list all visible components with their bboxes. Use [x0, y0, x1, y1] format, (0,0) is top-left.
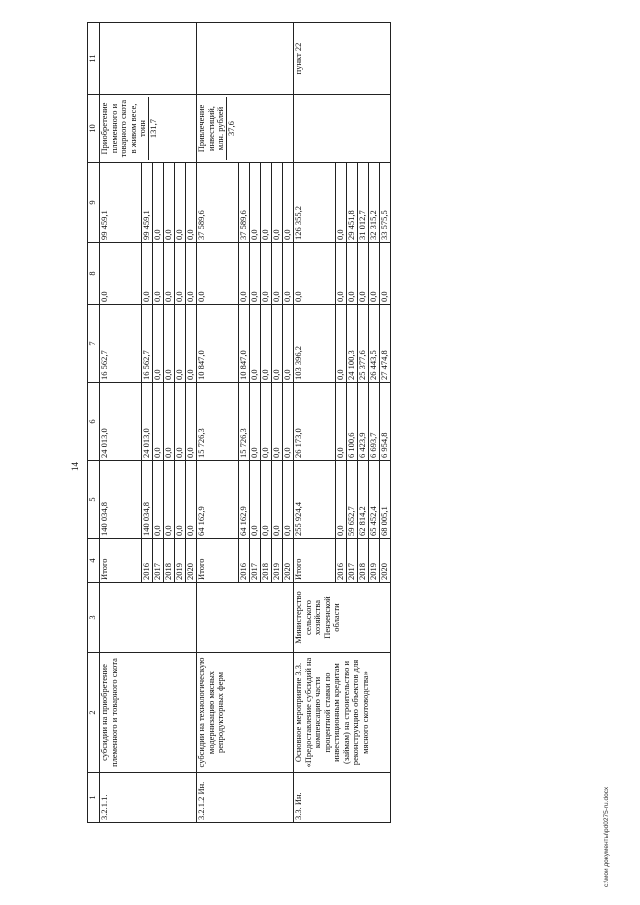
- regional-budget: 16 562,7: [100, 305, 142, 383]
- period-cell: Итого: [197, 539, 239, 583]
- local-budget: 0,0: [283, 243, 294, 305]
- total-amount: 0,0: [261, 461, 272, 539]
- total-amount: 140 034,8: [142, 461, 153, 539]
- total-amount: 59 652,7: [347, 461, 358, 539]
- item-code: 3.2.1.1.: [100, 773, 197, 823]
- extrabudget-funds: 0,0: [261, 163, 272, 243]
- federal-budget: 0,0: [336, 383, 347, 461]
- local-budget: 0,0: [272, 243, 283, 305]
- federal-budget: 0,0: [283, 383, 294, 461]
- local-budget: 0,0: [294, 243, 336, 305]
- federal-budget: 6 100,6: [347, 383, 358, 461]
- regional-budget: 16 562,7: [142, 305, 153, 383]
- federal-budget: 0,0: [272, 383, 283, 461]
- total-amount: 0,0: [272, 461, 283, 539]
- regional-budget: 0,0: [261, 305, 272, 383]
- period-cell: 2018: [261, 539, 272, 583]
- federal-budget: 0,0: [250, 383, 261, 461]
- total-amount: 0,0: [164, 461, 175, 539]
- total-amount: 0,0: [153, 461, 164, 539]
- indicator-name: Приобретение племенного и товарного скота в живом весе, тонн: [99, 99, 148, 158]
- regional-budget: 24 100,3: [347, 305, 358, 383]
- extrabudget-funds: 0,0: [283, 163, 294, 243]
- block-total-row: [294, 23, 336, 823]
- regional-budget: 0,0: [175, 305, 186, 383]
- extrabudget-funds: 0,0: [272, 163, 283, 243]
- local-budget: 0,0: [197, 243, 239, 305]
- federal-budget: 24 013,0: [100, 383, 142, 461]
- column-number: 8: [88, 243, 100, 305]
- regional-budget: 0,0: [186, 305, 197, 383]
- extrabudget-funds: 0,0: [250, 163, 261, 243]
- regional-budget: 0,0: [153, 305, 164, 383]
- regional-budget: 0,0: [272, 305, 283, 383]
- page-number: 14: [70, 462, 80, 471]
- extrabudget-funds: 0,0: [186, 163, 197, 243]
- column-number: 5: [88, 461, 100, 539]
- executor: Министерство сельского хозяйства Пензенской области: [294, 583, 391, 653]
- indicator-cell: [100, 95, 197, 163]
- local-budget: 0,0: [186, 243, 197, 305]
- regional-budget: 0,0: [336, 305, 347, 383]
- file-path-footer: c:\мои документы\pd0275-ru.docx: [603, 786, 610, 887]
- local-budget: 0,0: [336, 243, 347, 305]
- regional-budget: 103 396,2: [294, 305, 336, 383]
- column-number: 9: [88, 163, 100, 243]
- extrabudget-funds: 99 459,1: [142, 163, 153, 243]
- local-budget: 0,0: [369, 243, 380, 305]
- total-amount: 62 814,2: [358, 461, 369, 539]
- total-amount: 0,0: [175, 461, 186, 539]
- period-cell: 2019: [272, 539, 283, 583]
- period-cell: 2016: [142, 539, 153, 583]
- period-cell: 2018: [358, 539, 369, 583]
- local-budget: 0,0: [153, 243, 164, 305]
- local-budget: 0,0: [261, 243, 272, 305]
- note-cell: [100, 23, 197, 95]
- period-cell: 2016: [336, 539, 347, 583]
- period-cell: 2017: [347, 539, 358, 583]
- total-amount: 0,0: [336, 461, 347, 539]
- item-code: 3.2.1.2 Ин.: [197, 773, 294, 823]
- extrabudget-funds: 0,0: [164, 163, 175, 243]
- column-number: 11: [88, 23, 100, 95]
- indicator-cell: [294, 95, 391, 163]
- total-amount: 65 452,4: [369, 461, 380, 539]
- period-cell: Итого: [100, 539, 142, 583]
- total-amount: 0,0: [283, 461, 294, 539]
- federal-budget: 6 423,9: [358, 383, 369, 461]
- block-total-row: [100, 23, 142, 823]
- total-amount: 140 034,8: [100, 461, 142, 539]
- note-cell: [197, 23, 294, 95]
- column-number: 7: [88, 305, 100, 383]
- period-cell: 2020: [380, 539, 391, 583]
- federal-budget: 0,0: [261, 383, 272, 461]
- regional-budget: 26 443,5: [369, 305, 380, 383]
- federal-budget: 26 173,0: [294, 383, 336, 461]
- executor: [197, 583, 294, 653]
- item-name: субсидии на технологическую модернизацию мясных репродукторных ферм: [197, 653, 294, 773]
- extrabudget-funds: 0,0: [175, 163, 186, 243]
- indicator-value: 37,6: [226, 97, 237, 160]
- period-cell: Итого: [294, 539, 336, 583]
- extrabudget-funds: 126 355,2: [294, 163, 336, 243]
- total-amount: 64 162,9: [197, 461, 239, 539]
- note-cell: пункт 22: [294, 23, 391, 95]
- item-name: субсидии на приобретение племенного и товарного скота: [100, 653, 197, 773]
- column-number: 4: [88, 539, 100, 583]
- federal-budget: 0,0: [164, 383, 175, 461]
- item-code: 3.3. Ин.: [294, 773, 391, 823]
- federal-budget: 0,0: [153, 383, 164, 461]
- extrabudget-funds: 37 589,6: [239, 163, 250, 243]
- column-number: 1: [88, 773, 100, 823]
- column-number: 3: [88, 583, 100, 653]
- local-budget: 0,0: [347, 243, 358, 305]
- local-budget: 0,0: [380, 243, 391, 305]
- local-budget: 0,0: [100, 243, 142, 305]
- local-budget: 0,0: [239, 243, 250, 305]
- total-amount: 255 924,4: [294, 461, 336, 539]
- column-number: 2: [88, 653, 100, 773]
- total-amount: 68 005,1: [380, 461, 391, 539]
- federal-budget: 15 726,3: [197, 383, 239, 461]
- regional-budget: 10 847,0: [239, 305, 250, 383]
- federal-budget: 24 013,0: [142, 383, 153, 461]
- total-amount: 64 162,9: [239, 461, 250, 539]
- column-number-row: [88, 23, 100, 823]
- period-cell: 2016: [239, 539, 250, 583]
- regional-budget: 0,0: [283, 305, 294, 383]
- extrabudget-funds: 37 589,6: [197, 163, 239, 243]
- indicator-cell: [197, 95, 294, 163]
- regional-budget: 0,0: [164, 305, 175, 383]
- extrabudget-funds: 0,0: [153, 163, 164, 243]
- block-total-row: [197, 23, 239, 823]
- regional-budget: 25 377,6: [358, 305, 369, 383]
- local-budget: 0,0: [175, 243, 186, 305]
- local-budget: 0,0: [164, 243, 175, 305]
- total-amount: 0,0: [250, 461, 261, 539]
- extrabudget-funds: 0,0: [336, 163, 347, 243]
- local-budget: 0,0: [142, 243, 153, 305]
- extrabudget-funds: 29 451,8: [347, 163, 358, 243]
- federal-budget: 0,0: [175, 383, 186, 461]
- extrabudget-funds: 31 012,7: [358, 163, 369, 243]
- period-cell: 2018: [164, 539, 175, 583]
- period-cell: 2019: [369, 539, 380, 583]
- indicator-name: Привлечение инвестиций, млн. рублей: [196, 104, 226, 153]
- indicator-value: 131,7: [148, 97, 159, 160]
- local-budget: 0,0: [250, 243, 261, 305]
- period-cell: 2017: [250, 539, 261, 583]
- program-table: [87, 22, 391, 823]
- column-number: 6: [88, 383, 100, 461]
- executor: [100, 583, 197, 653]
- federal-budget: 0,0: [186, 383, 197, 461]
- regional-budget: 27 474,8: [380, 305, 391, 383]
- federal-budget: 15 726,3: [239, 383, 250, 461]
- regional-budget: 0,0: [250, 305, 261, 383]
- regional-budget: 10 847,0: [197, 305, 239, 383]
- period-cell: 2019: [175, 539, 186, 583]
- extrabudget-funds: 33 575,5: [380, 163, 391, 243]
- federal-budget: 6 693,7: [369, 383, 380, 461]
- period-cell: 2017: [153, 539, 164, 583]
- period-cell: 2020: [283, 539, 294, 583]
- period-cell: 2020: [186, 539, 197, 583]
- item-name: Основное мероприятие 3.3. «Предоставление субсидий на компенсацию части процентной ставки по инвестиционным кредитам (займам) на строительство и реконструкцию объектов для мясного скотоводства»: [294, 653, 391, 773]
- extrabudget-funds: 32 315,2: [369, 163, 380, 243]
- total-amount: 0,0: [186, 461, 197, 539]
- column-number: 10: [88, 95, 100, 163]
- federal-budget: 6 954,8: [380, 383, 391, 461]
- local-budget: 0,0: [358, 243, 369, 305]
- extrabudget-funds: 99 459,1: [100, 163, 142, 243]
